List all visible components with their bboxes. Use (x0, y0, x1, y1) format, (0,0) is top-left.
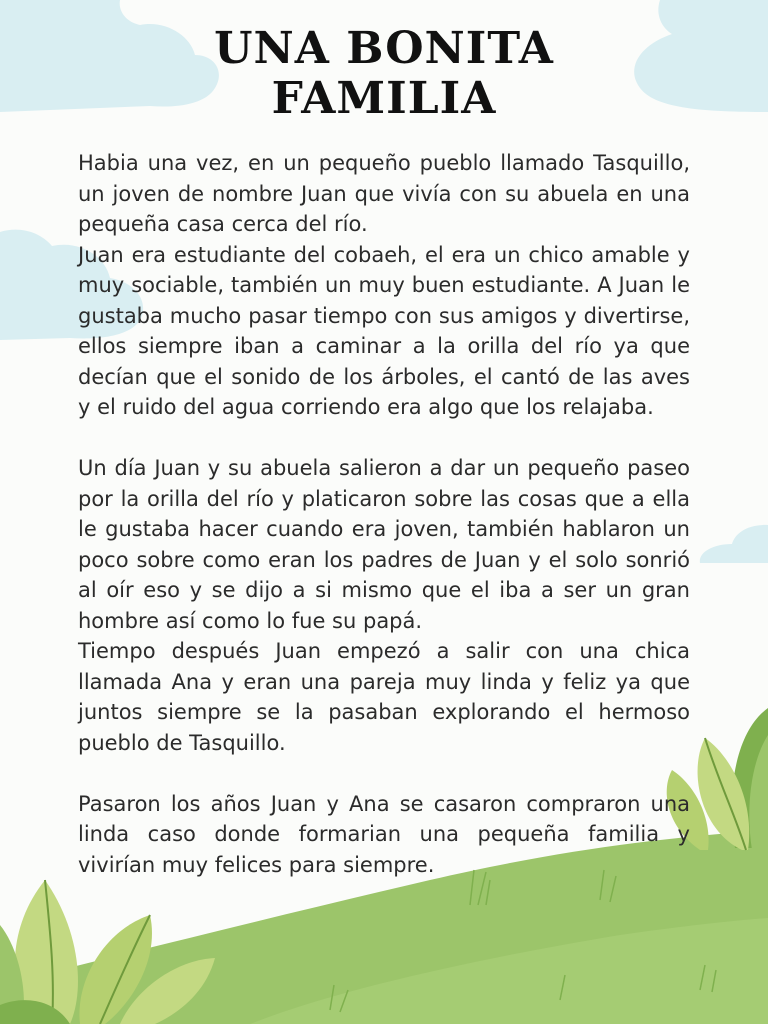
story-body (78, 148, 690, 880)
page-title (0, 24, 768, 124)
story-paragraph-3: Un día Juan y su abuela salieron a dar un pequeño paseo por la orilla del río y platicaron sobre las cosas que a ella le gustaba hacer cuando era joven, también hablaron un poco sobre como eran los padres de Juan y el solo sonrió al oír eso y se dijo a si mismo que el iba a ser un gran hombre así como lo fue su papá. (78, 456, 690, 633)
story-paragraph-5: Pasaron los años Juan y Ana se casaron compraron una linda caso donde formarian una pequeña familia y vivirían muy felices para siempre. (78, 791, 690, 877)
cloud-mid-right (700, 525, 768, 563)
title-line-1: UNA BONITA (214, 23, 554, 74)
story-paragraph-2: Juan era estudiante del cobaeh, el era un chico amable y muy sociable, también un muy buen estudiante. A Juan le gustaba mucho pasar tiempo con sus amigos y divertirse, ellos siempre iban a caminar a la orilla del río ya que decían que el sonido de los árboles, el cantó de las aves y el ruido del agua corriendo era algo que los relajaba. (78, 242, 690, 419)
story-paragraph-4: Tiempo después Juan empezó a salir con una chica llamada Ana y eran una pareja muy linda y feliz ya que juntos siempre se la pasaban explorando el hermoso pueblo de Tasquillo. (78, 639, 690, 755)
story-paragraph-1: Habia una vez, en un pequeño pueblo llamado Tasquillo, un joven de nombre Juan que vivía con su abuela en una pequeña casa cerca del río. (78, 151, 690, 236)
title-line-2: FAMILIA (271, 73, 497, 124)
